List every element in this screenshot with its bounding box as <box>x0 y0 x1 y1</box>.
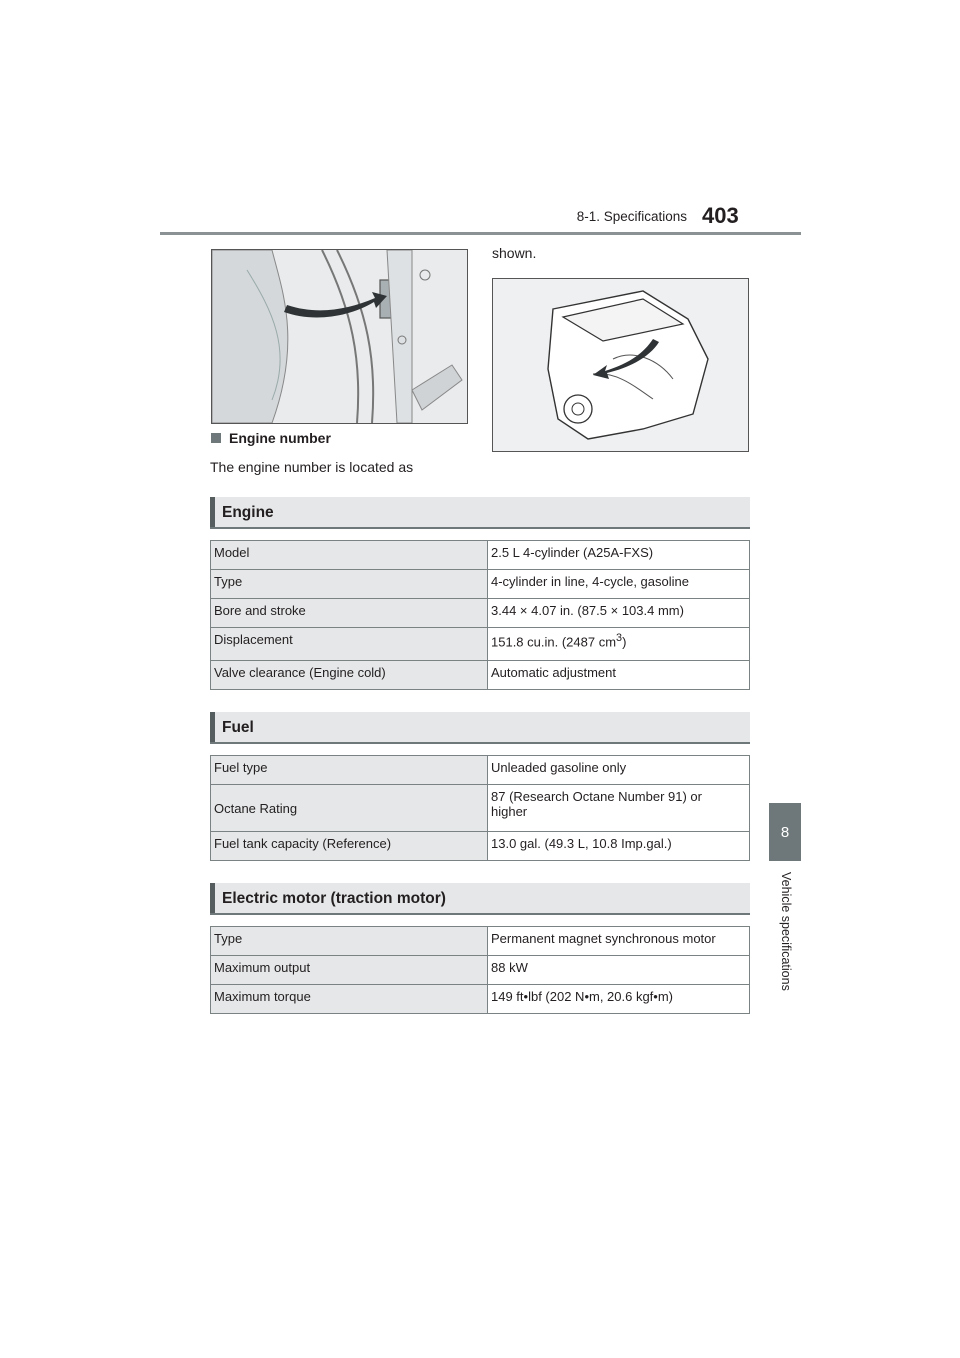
engine-number-text-continued: shown. <box>492 245 537 261</box>
engine-spec-table <box>210 540 750 690</box>
square-bullet-icon <box>211 433 221 443</box>
spec-label: Valve clearance (Engine cold) <box>211 661 488 690</box>
spec-value: Permanent magnet synchronous motor <box>488 927 750 956</box>
table-row <box>211 927 750 956</box>
page-number: 403 <box>702 203 739 228</box>
table-row <box>211 985 750 1014</box>
spec-value: 87 (Research Octane Number 91) or higher <box>488 785 750 832</box>
fuel-spec-table <box>210 755 750 861</box>
table-row <box>211 541 750 570</box>
heading-bar <box>210 497 215 527</box>
spec-label: Fuel type <box>211 756 488 785</box>
table-row <box>211 628 750 661</box>
spec-value: 149 ft•lbf (202 N•m, 20.6 kgf•m) <box>488 985 750 1014</box>
table-row <box>211 661 750 690</box>
engine-illustration <box>492 278 749 452</box>
spec-label: Type <box>211 927 488 956</box>
spec-value: 3.44 × 4.07 in. (87.5 × 103.4 mm) <box>488 599 750 628</box>
spec-label: Octane Rating <box>211 785 488 832</box>
spec-label: Displacement <box>211 628 488 661</box>
spec-label: Maximum torque <box>211 985 488 1014</box>
door-pillar-illustration <box>211 249 468 424</box>
spec-label: Maximum output <box>211 956 488 985</box>
chapter-number: 8 <box>780 823 790 841</box>
spec-label: Fuel tank capacity (Reference) <box>211 832 488 861</box>
heading-bar <box>210 883 215 913</box>
electric-motor-section-heading: Electric motor (traction motor) <box>210 883 750 915</box>
spec-value: 88 kW <box>488 956 750 985</box>
spec-value: 2.5 L 4-cylinder (A25A-FXS) <box>488 541 750 570</box>
table-row <box>211 785 750 832</box>
engine-section-heading: Engine <box>210 497 750 529</box>
electric-motor-spec-table <box>210 926 750 1014</box>
table-row <box>211 570 750 599</box>
spec-value: 13.0 gal. (49.3 L, 10.8 Imp.gal.) <box>488 832 750 861</box>
spec-label: Model <box>211 541 488 570</box>
engine-number-subheading: Engine number <box>211 430 331 446</box>
spec-value: Automatic adjustment <box>488 661 750 690</box>
heading-bar <box>210 712 215 742</box>
fuel-section-heading: Fuel <box>210 712 750 744</box>
spec-value: Unleaded gasoline only <box>488 756 750 785</box>
section-header: 8-1. Specifications <box>576 209 687 224</box>
spec-value: 151.8 cu.in. (2487 $cm^3$) <box>488 628 750 661</box>
table-row <box>211 599 750 628</box>
chapter-label: Vehicle specifications <box>779 872 793 991</box>
table-row <box>211 832 750 861</box>
table-row <box>211 756 750 785</box>
table-row <box>211 956 750 985</box>
spec-label: Type <box>211 570 488 599</box>
chapter-tab[interactable] <box>769 803 801 861</box>
spec-label: Bore and stroke <box>211 599 488 628</box>
spec-value: 4-cylinder in line, 4-cycle, gasoline <box>488 570 750 599</box>
header-divider <box>160 232 801 235</box>
engine-number-text: The engine number is located as <box>210 459 414 475</box>
